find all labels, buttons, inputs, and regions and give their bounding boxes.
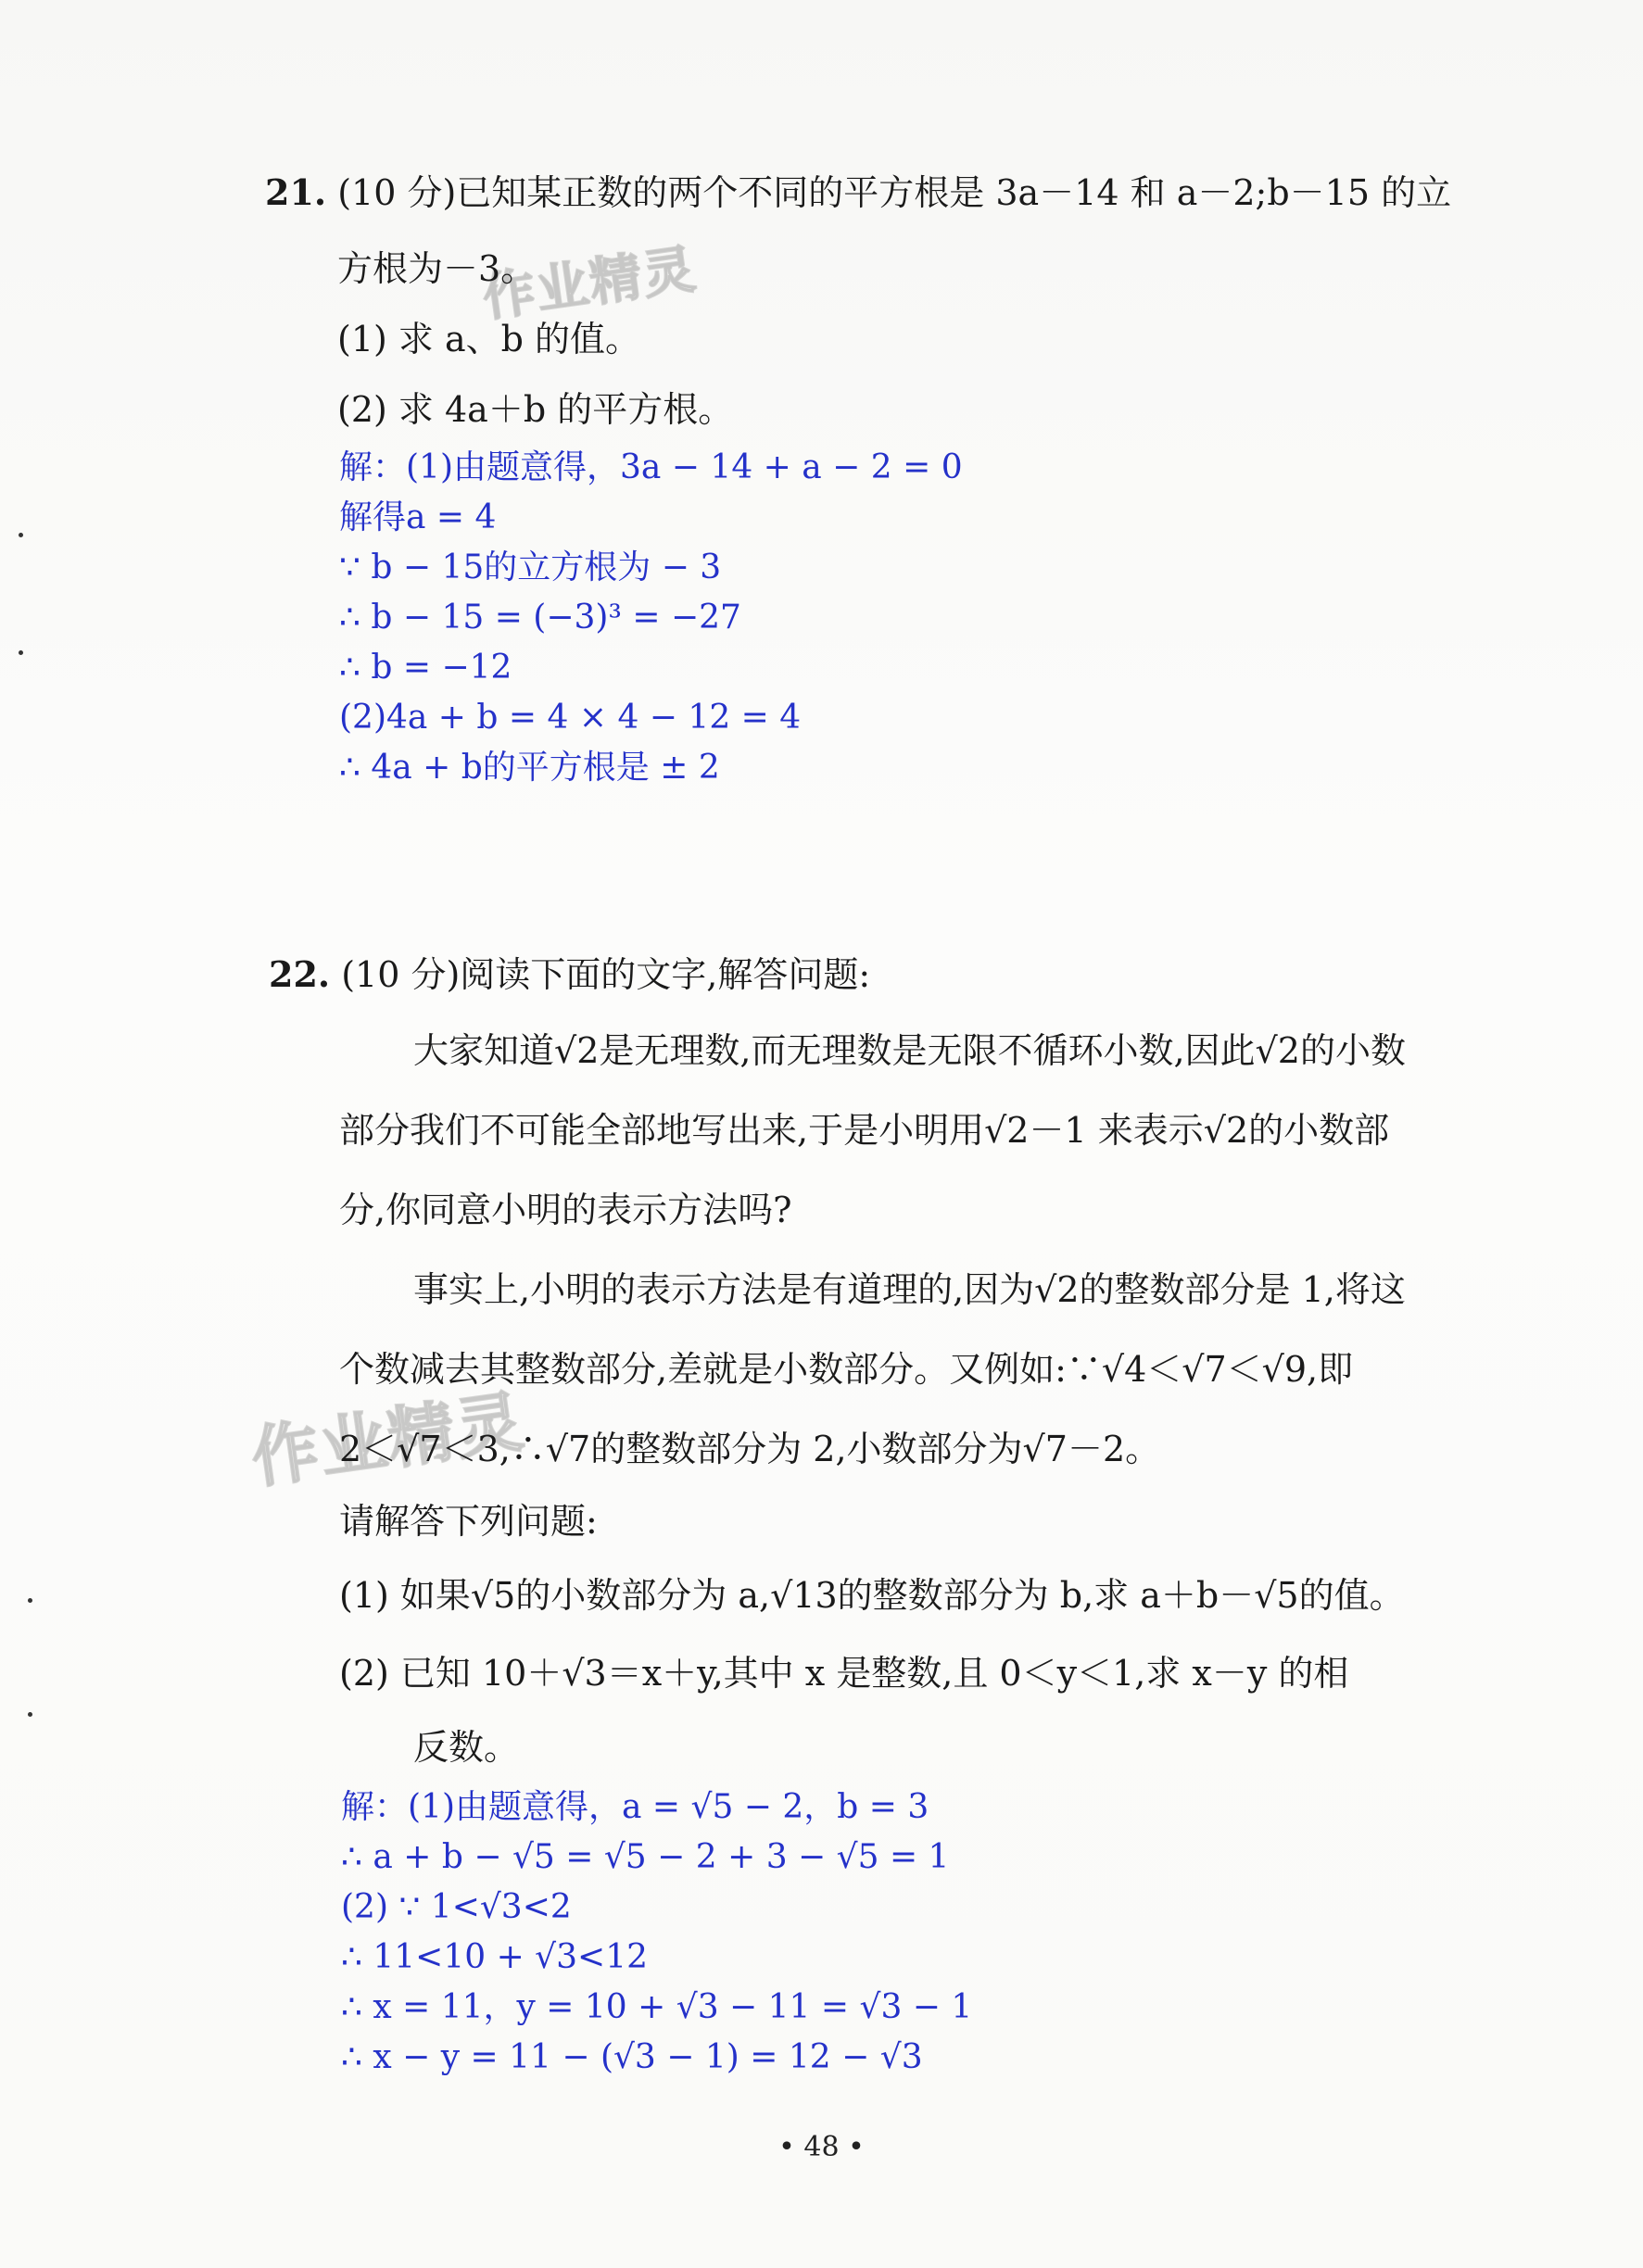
question-line — [269, 954, 870, 995]
answer-line: ∴ 11<10 + √3<12 — [341, 1938, 648, 1976]
page-number: • 48 • — [778, 2131, 865, 2163]
sub-question: (1) 求 a、b 的值。 — [337, 319, 641, 359]
question-line: 方根为－3。 — [337, 248, 537, 289]
answer-line: ∴ x − y = 11 − (√3 − 1) = 12 − √3 — [341, 2038, 923, 2076]
question-number: 22. — [269, 953, 331, 995]
question-text: (10 分)阅读下面的文字,解答问题: — [341, 954, 871, 995]
answer-line: ∴ b = −12 — [339, 649, 512, 687]
passage-line: 2＜√7＜3,∴√7的整数部分为 2,小数部分为√7－2。 — [339, 1429, 1161, 1469]
question-text: (10 分)已知某正数的两个不同的平方根是 3a－14 和 a－2;b－15 的立 — [337, 172, 1452, 213]
answer-line: (2)4a + b = 4 × 4 − 12 = 4 — [339, 699, 802, 737]
sub-question: (2) 已知 10＋√3＝x＋y,其中 x 是整数,且 0＜y＜1,求 x－y 的相 — [339, 1653, 1349, 1694]
answer-line: ∵ b − 15的立方根为 − 3 — [339, 548, 722, 586]
margin-dot — [19, 650, 23, 655]
question-line — [265, 172, 1451, 213]
answer-line: 解：(1)由题意得，3a − 14 + a − 2 = 0 — [339, 448, 963, 486]
sub-question: (2) 求 4a＋b 的平方根。 — [337, 389, 734, 430]
answer-line: ∴ a + b − √5 = √5 − 2 + 3 − √5 = 1 — [341, 1838, 950, 1876]
passage-line: 部分我们不可能全部地写出来,于是小明用√2－1 来表示√2的小数部 — [339, 1110, 1390, 1151]
watermark: 作业精灵 — [246, 1381, 530, 1498]
passage-line: 事实上,小明的表示方法是有道理的,因为√2的整数部分是 1,将这 — [413, 1269, 1406, 1310]
margin-dot — [28, 1598, 32, 1603]
answer-line: 解得a = 4 — [339, 498, 497, 536]
passage-line: 大家知道√2是无理数,而无理数是无限不循环小数,因此√2的小数 — [413, 1030, 1406, 1071]
passage-line: 请解答下列问题: — [339, 1501, 598, 1542]
passage-line: 个数减去其整数部分,差就是小数部分。又例如:∵√4＜√7＜√9,即 — [339, 1349, 1354, 1390]
question-number: 21. — [265, 171, 327, 213]
answer-line: ∴ x = 11，y = 10 + √3 − 11 = √3 − 1 — [341, 1988, 973, 2026]
answer-line: 解：(1)由题意得，a = √5 − 2，b = 3 — [341, 1788, 929, 1826]
sub-question: 反数。 — [413, 1727, 520, 1768]
margin-dot — [19, 533, 23, 537]
answer-line: (2) ∵ 1<√3<2 — [341, 1888, 572, 1926]
passage-line: 分,你同意小明的表示方法吗? — [339, 1190, 792, 1230]
margin-dot — [28, 1712, 32, 1717]
sub-question: (1) 如果√5的小数部分为 a,√13的整数部分为 b,求 a＋b－√5的值。 — [339, 1575, 1405, 1616]
watermark: 作业精灵 — [479, 239, 701, 329]
answer-line: ∴ 4a + b的平方根是 ± 2 — [339, 749, 720, 787]
answer-line: ∴ b − 15 = (−3)³ = −27 — [339, 598, 741, 636]
